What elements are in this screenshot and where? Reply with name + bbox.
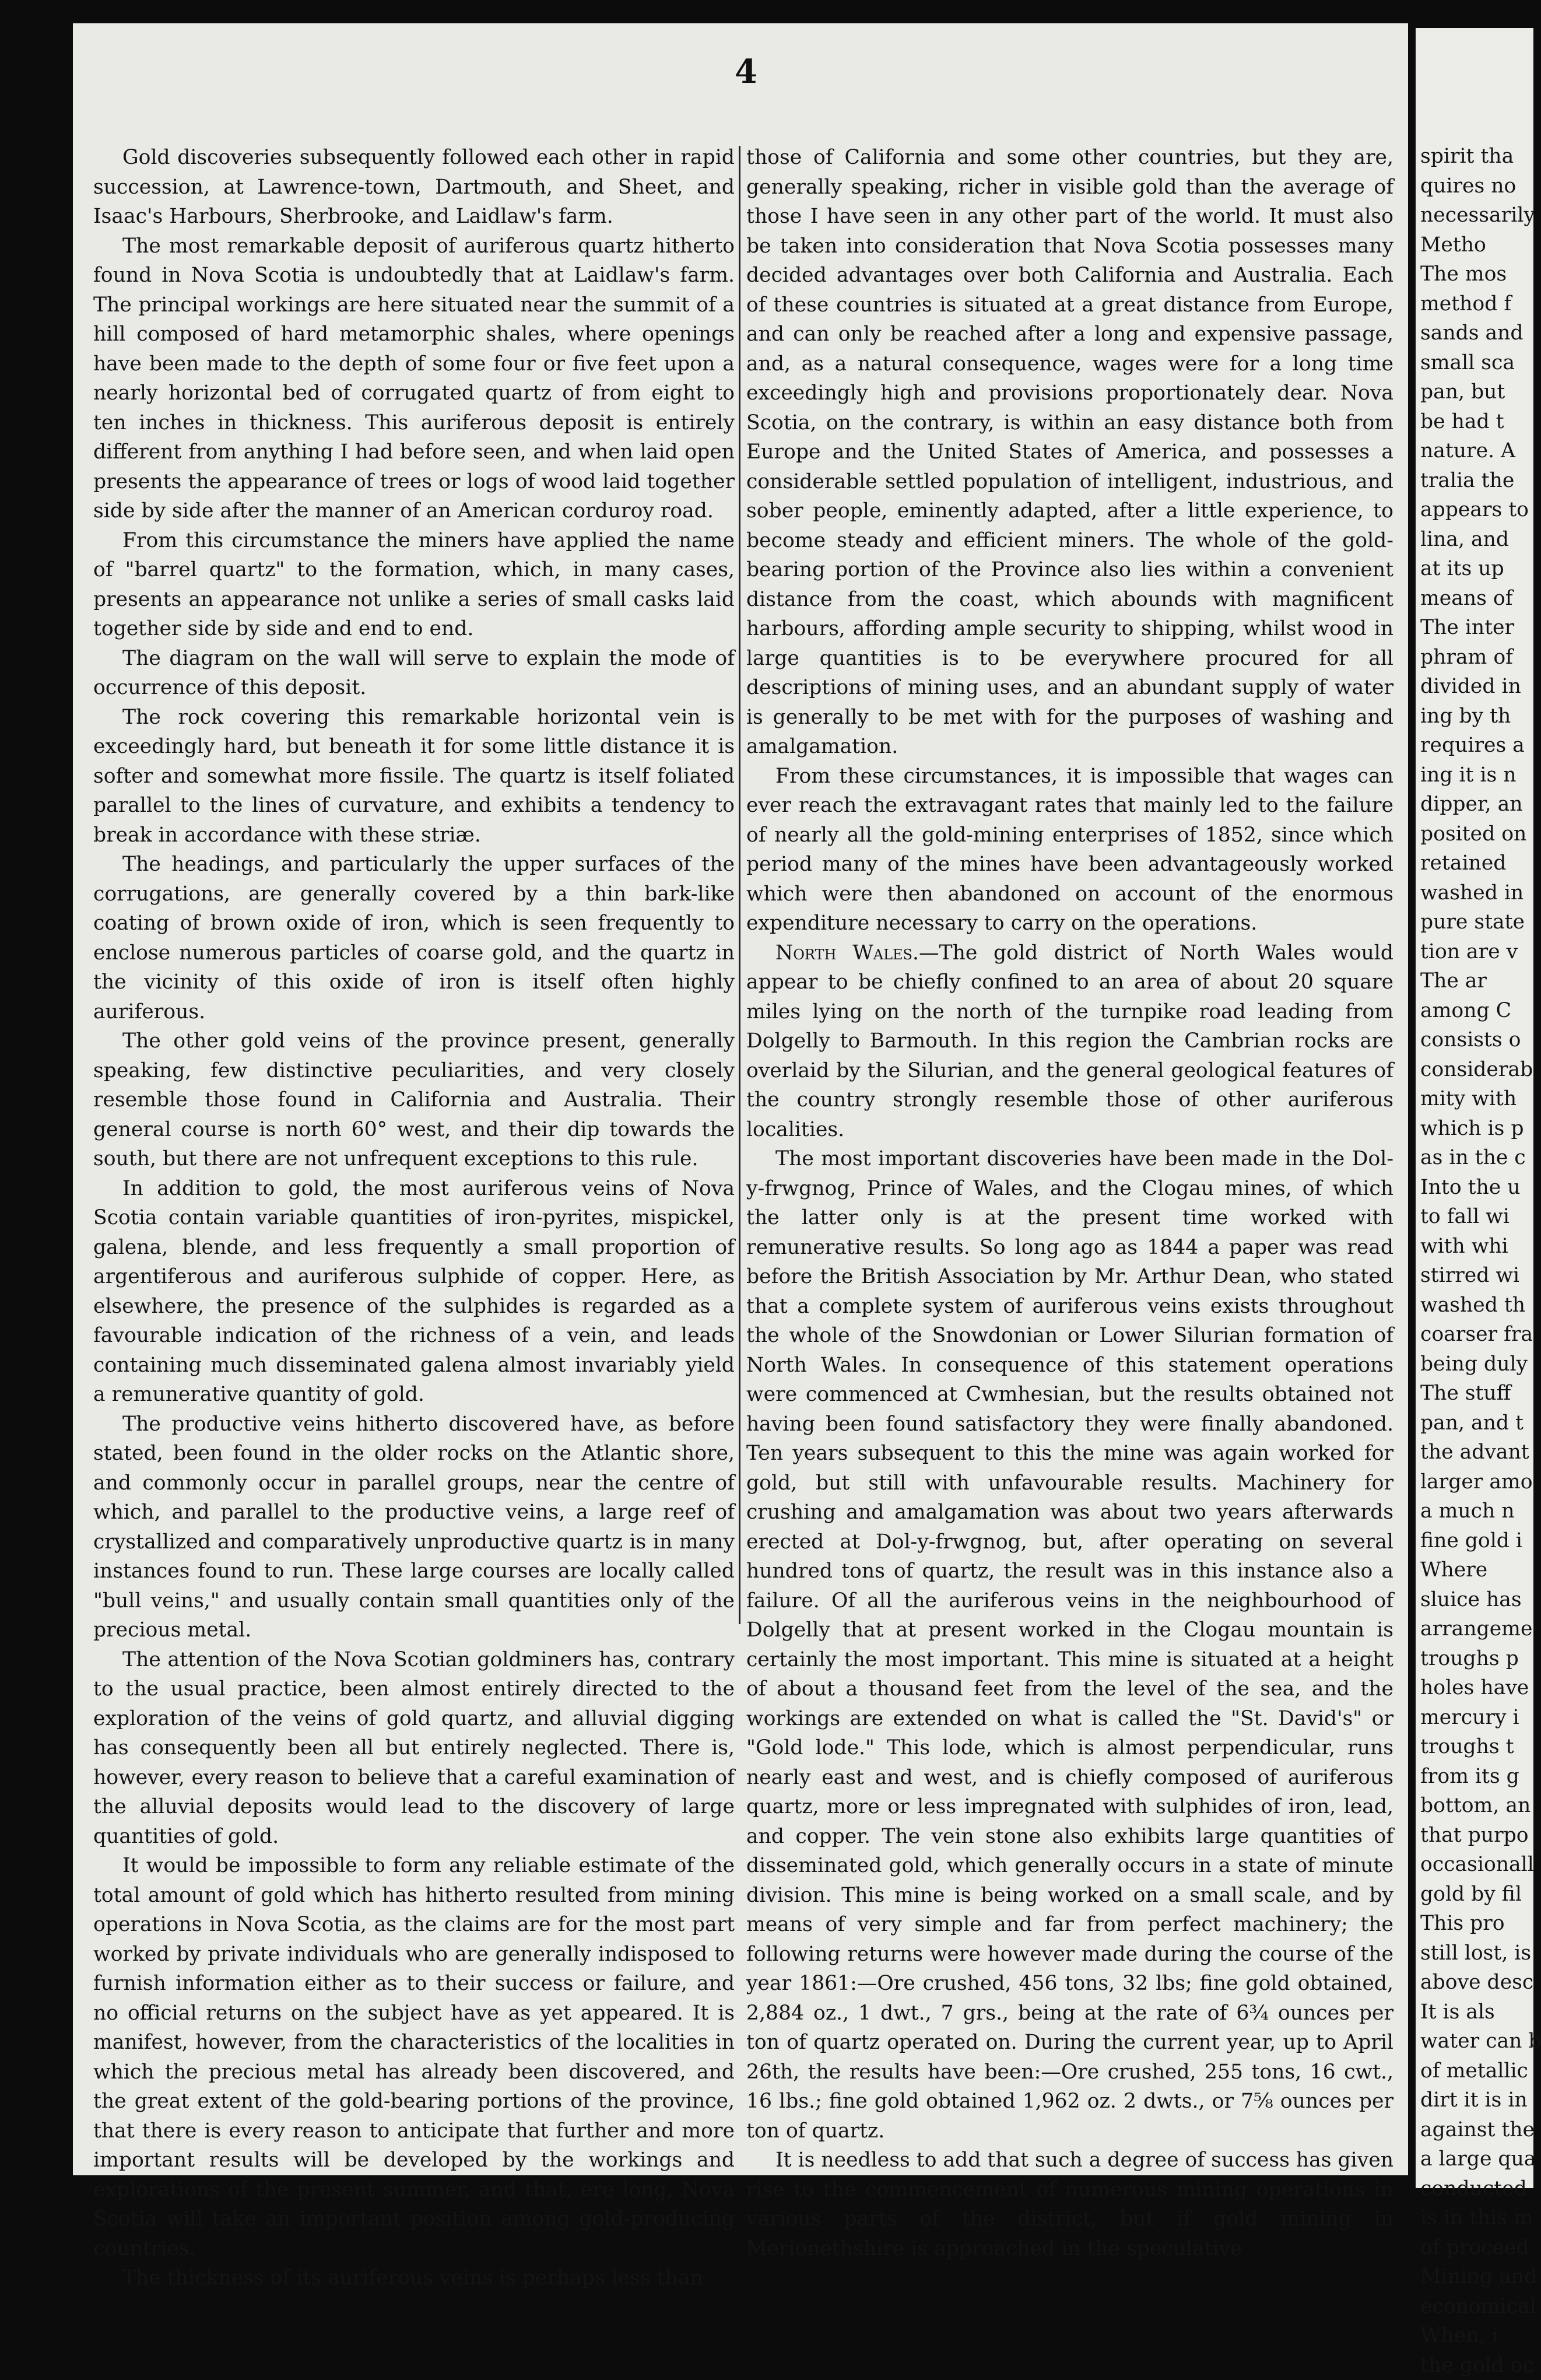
strip-line: method f	[1420, 289, 1537, 319]
strip-line: still lost, is	[1420, 1939, 1537, 1968]
strip-line: a much n	[1420, 1496, 1537, 1526]
strip-line: consists o	[1420, 1025, 1537, 1055]
paragraph: The most important discoveries have been made in the Dol-y-frwgnog, Prince of Wales, and the Clogau mines, of which the latter only is at the present time worked with remunerative results. So long ago as 1844 a paper was read before the British Association by Mr. Arthur Dean, who stated that a complete system of auriferous veins exists throughout the whole of the Snowdonian or Lower Silurian formation of North Wales. In consequence of this statement operations were commenced at Cwmhesian, but the results obtained not having been found satisfactory they were finally abandoned. Ten years subsequent to this the mine was again worked for gold, but still with unfavourable results. Machinery for crushing and amalgamation was about two years afterwards erected at Dol-y-frwgnog, but, after operating on several hundred tons of quartz, the result was in this instance also a failure. Of all the auriferous veins in the neighbourhood of Dolgelly that at present worked in the Clogau mountain is certainly the most important. This mine is situated at a height of about a thousand feet from the level of the sea, and the workings are extended on what is called the "St. David's" or "Gold lode." This lode, which is almost perpendicular, runs nearly east and west, and is chiefly composed of auriferous quartz, more or less impregnated with sulphides of iron, lead, and copper. The vein stone also exhibits large quantities of disseminated gold, which generally occurs in a state of minute division. This mine is being worked on a small scale, and by means of very simple and far from perfect machinery; the following returns were however made during the course of the year 1861:—Ore crushed, 456 tons, 32 lbs; fine gold obtained, 2,884 oz., 1 dwt., 7 grs., being at the rate of 6¾ ounces per ton of quartz operated on. During the current year, up to April 26th, the results have been:—Ore crushed, 255 tons, 16 cwt., 16 lbs.; fine gold obtained 1,962 oz. 2 dwts., or 7⅝ ounces per ton of quartz.	[746, 1144, 1393, 2146]
strip-line: at its up	[1420, 554, 1537, 584]
strip-line: considerab	[1420, 1055, 1537, 1085]
strip-line: appears to	[1420, 495, 1537, 525]
strip-line: fine gold i	[1420, 1526, 1537, 1556]
strip-line: The ar	[1420, 966, 1537, 996]
column-divider	[739, 146, 740, 1624]
strip-line: from its g	[1420, 1762, 1537, 1792]
strip-line: a large qua	[1420, 2144, 1537, 2174]
strip-line: retained	[1420, 849, 1537, 878]
strip-line: tralia the	[1420, 466, 1537, 496]
strip-line: requires a	[1420, 731, 1537, 760]
strip-line: being duly	[1420, 1350, 1537, 1379]
newspaper-page	[73, 23, 1408, 2175]
strip-line: pan, and t	[1420, 1408, 1537, 1438]
strip-line: with whi	[1420, 1232, 1537, 1261]
paragraph: The headings, and particularly the upper surfaces of the corrugations, are generally covered by a thin bark-like coating of brown oxide of iron, which is seen frequently to enclose numerous particles of coarse gold, and the quartz in the vicinity of this oxide of iron is itself often highly auriferous.	[93, 850, 735, 1026]
paragraph: The rock covering this remarkable horizontal vein is exceedingly hard, but beneath it for some little distance it is softer and somewhat more fissile. The quartz is itself foliated parallel to the lines of curvature, and exhibits a tendency to break in accordance with these striæ.	[93, 703, 735, 850]
paragraph: From these circumstances, it is impossible that wages can ever reach the extravagant rates that mainly led to the failure of nearly all the gold-mining enterprises of 1852, since which period many of the mines have been advantageously worked which were then abandoned on account of the enormous expenditure necessary to carry on the operations.	[746, 762, 1393, 938]
strip-line: is in this m	[1420, 2203, 1537, 2233]
strip-line: dipper, an	[1420, 790, 1537, 819]
paragraph: The attention of the Nova Scotian goldminers has, contrary to the usual practice, been almost entirely directed to the exploration of the veins of gold quartz, and alluvial digging has consequently been all but entirely neglected. There is, however, every reason to believe that a careful examination of the alluvial deposits would lead to the discovery of large quantities of gold.	[93, 1645, 735, 1852]
strip-line: of metallic	[1420, 2056, 1537, 2086]
strip-line: gold by fil	[1420, 1880, 1537, 1909]
paragraph: The diagram on the wall will serve to explain the mode of occurrence of this deposit.	[93, 644, 735, 703]
paragraph	[746, 938, 1393, 1145]
paragraph: It is needless to add that such a degree of success has given rise to the commencement of numerous mining operations in various parts of the district, but if gold mining in Merionethshire is approached in the speculative	[746, 2146, 1393, 2263]
strip-line: Mining and	[1420, 2262, 1537, 2292]
strip-line: The mos	[1420, 260, 1537, 289]
strip-line: lina, and	[1420, 525, 1537, 555]
strip-line: water can b	[1420, 2027, 1537, 2056]
adjacent-page-text	[1420, 142, 1537, 2380]
paragraph: It would be impossible to form any reliable estimate of the total amount of gold which has hitherto resulted from mining operations in Nova Scotia, as the claims are for the most part worked by private individuals who are generally indisposed to furnish information either as to their success or failure, and no official returns on the subject have as yet appeared. It is manifest, however, from the characteristics of the localities in which the precious metal has already been discovered, and the great extent of the gold-bearing portions of the province, that there is every reason to anticipate that further and more important results will be developed by the workings and explorations of the present summer, and that, ere long, Nova Scotia will take an important position among gold-producing countries.	[93, 1851, 735, 2263]
strip-line: ing it is n	[1420, 760, 1537, 790]
strip-line: the advant	[1420, 1438, 1537, 1467]
strip-line: mercury i	[1420, 1703, 1537, 1733]
strip-line: troughs t	[1420, 1732, 1537, 1762]
strip-line: above desc	[1420, 1968, 1537, 1997]
strip-line: necessarily	[1420, 201, 1537, 230]
left-column	[93, 143, 735, 2137]
paragraph: The productive veins hitherto discovered have, as before stated, been found in the older rocks on the Atlantic shore, and commonly occur in parallel groups, near the centre of which, and parallel to the productive veins, a large reef of crystallized and comparatively unproductive quartz is in many instances found to run. These large courses are locally called "bull veins," and usually contain small quantities only of the precious metal.	[93, 1410, 735, 1645]
paragraph-text: —The gold district of North Wales would appear to be chiefly confined to an area of about 20 square miles lying on the north of the turnpike road leading from Dolgelly to Barmouth. In this region the Cambrian rocks are overlaid by the Silurian, and the general geological features of the country strongly resemble those of other auriferous localities.	[746, 941, 1393, 1141]
strip-line: pure state	[1420, 907, 1537, 937]
strip-line: posited on	[1420, 819, 1537, 849]
strip-line: spirit tha	[1420, 142, 1537, 171]
right-column	[746, 143, 1393, 2137]
strip-line: The stuff	[1420, 1379, 1537, 1408]
strip-line: bottom, an	[1420, 1791, 1537, 1821]
strip-line: troughs p	[1420, 1644, 1537, 1674]
strip-line: nature. A	[1420, 436, 1537, 466]
paragraph: In addition to gold, the most auriferous veins of Nova Scotia contain variable quantities of iron-pyrites, mispickel, galena, blende, and less frequently a small proportion of argentiferous and auriferous sulphide of copper. Here, as elsewhere, the presence of the sulphides is regarded as a favourable indication of the richness of a vein, and leads containing much disseminated galena almost invariably yield a remunerative quantity of gold.	[93, 1174, 735, 1410]
strip-line: the gold oc	[1420, 2351, 1537, 2380]
strip-line: tion are v	[1420, 937, 1537, 967]
strip-line: that purpo	[1420, 1821, 1537, 1850]
paragraph: those of California and some other countries, but they are, generally speaking, richer in visible gold than the average of those I have seen in any other part of the world. It must also be taken into consideration that Nova Scotia possesses many decided advantages over both California and Australia. Each of these countries is situated at a great distance from Europe, and can only be reached after a long and expensive passage, and, as a natural consequence, wages were for a long time exceedingly high and provisions proportionately dear. Nova Scotia, on the contrary, is within an easy distance both from Europe and the United States of America, and possesses a considerable settled population of intelligent, industrious, and sober people, eminently adapted, after a little experience, to become steady and efficient miners. The whole of the gold-bearing portion of the Province also lies within a convenient distance from the coast, which abounds with magnificent harbours, affording ample security to shipping, whilst wood in large quantities is to be everywhere procured for all descriptions of mining uses, and an abundant supply of water is generally to be met with for the purposes of washing and amalgamation.	[746, 143, 1393, 762]
paragraph: The thickness of its auriferous veins is perhaps less than	[93, 2263, 735, 2293]
strip-line: When, i	[1420, 2321, 1537, 2351]
strip-line: to fall wi	[1420, 1202, 1537, 1232]
strip-line: of proceed	[1420, 2233, 1537, 2263]
strip-line: The inter	[1420, 613, 1537, 643]
strip-line: among C	[1420, 996, 1537, 1026]
strip-line: against the	[1420, 2115, 1537, 2145]
strip-line: occasionall	[1420, 1850, 1537, 1880]
paragraph: From this circumstance the miners have applied the name of "barrel quartz" to the formation, which, in many cases, presents an appearance not unlike a series of small casks laid together side by side and end to end.	[93, 526, 735, 644]
strip-line: quires no	[1420, 171, 1537, 201]
strip-line: Metho	[1420, 230, 1537, 260]
strip-line: washed th	[1420, 1291, 1537, 1320]
strip-line: divided in	[1420, 672, 1537, 702]
adjacent-page-strip	[1416, 28, 1533, 2188]
strip-line: means of	[1420, 584, 1537, 614]
page-number: 4	[735, 52, 757, 91]
strip-line: Where	[1420, 1555, 1537, 1585]
strip-line: phram of	[1420, 643, 1537, 672]
strip-line: washed in	[1420, 878, 1537, 908]
strip-line: as in the c	[1420, 1143, 1537, 1173]
section-heading: North Wales.	[775, 941, 919, 965]
strip-line: mity with	[1420, 1084, 1537, 1114]
strip-line: sluice has	[1420, 1585, 1537, 1615]
strip-line: which is p	[1420, 1114, 1537, 1144]
strip-line: sands and	[1420, 318, 1537, 348]
strip-line: It is als	[1420, 1997, 1537, 2027]
strip-line: dirt it is in	[1420, 2085, 1537, 2115]
strip-line: This pro	[1420, 1909, 1537, 1939]
strip-line: holes have	[1420, 1673, 1537, 1703]
strip-line: arrangeme	[1420, 1614, 1537, 1644]
strip-line: be had t	[1420, 407, 1537, 437]
strip-line: Into the u	[1420, 1173, 1537, 1203]
strip-line: stirred wi	[1420, 1261, 1537, 1291]
strip-line: pan, but	[1420, 377, 1537, 407]
strip-line: economical	[1420, 2292, 1537, 2322]
paragraph: The most remarkable deposit of auriferous quartz hitherto found in Nova Scotia is undoubtedly that at Laidlaw's farm. The principal workings are here situated near the summit of a hill composed of hard metamorphic shales, where openings have been made to the depth of some four or five feet upon a nearly horizontal bed of corrugated quartz of from eight to ten inches in thickness. This auriferous deposit is entirely different from anything I had before seen, and when laid open presents the appearance of trees or logs of wood laid together side by side after the manner of an American corduroy road.	[93, 232, 735, 526]
strip-line: ing by th	[1420, 702, 1537, 731]
paragraph: The other gold veins of the province present, generally speaking, few distinctive peculiarities, and very closely resemble those found in California and Australia. Their general course is north 60° west, and their dip towards the south, but there are not unfrequent exceptions to this rule.	[93, 1026, 735, 1174]
strip-line: coarser fra	[1420, 1320, 1537, 1350]
strip-line: small sca	[1420, 348, 1537, 378]
strip-line: larger amo	[1420, 1467, 1537, 1497]
paragraph: Gold discoveries subsequently followed each other in rapid succession, at Lawrence-town, Dartmouth, and Sheet, and Isaac's Harbours, Sherbrooke, and Laidlaw's farm.	[93, 143, 735, 232]
strip-line: conducted	[1420, 2174, 1537, 2204]
